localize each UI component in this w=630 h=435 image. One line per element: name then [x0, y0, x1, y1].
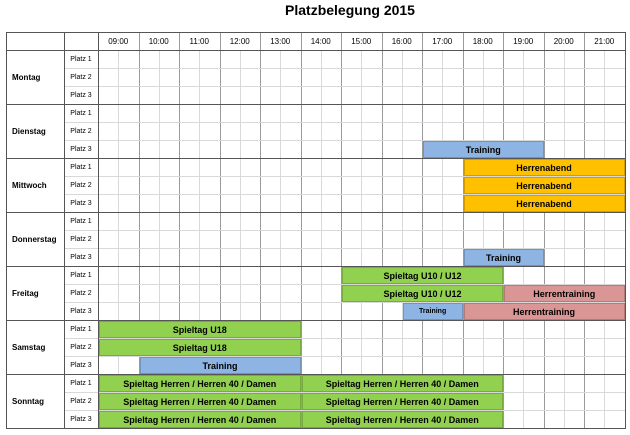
grid-line-horizontal — [64, 86, 625, 87]
grid-line-vertical — [361, 50, 362, 428]
page-title: Platzbelegung 2015 — [285, 2, 415, 18]
court-column-border — [98, 32, 99, 428]
time-header: 17:00 — [432, 36, 453, 46]
frame-right — [625, 32, 626, 429]
court-label: Platz 3 — [70, 361, 92, 369]
time-header: 18:00 — [472, 36, 493, 46]
court-label: Platz 2 — [70, 397, 92, 405]
time-header: 13:00 — [270, 36, 291, 46]
court-label: Platz 2 — [70, 181, 92, 189]
event-block[interactable]: Herrenabend — [464, 159, 625, 176]
time-header: 20:00 — [553, 36, 574, 46]
time-header: 19:00 — [513, 36, 534, 46]
time-header: 11:00 — [189, 36, 209, 46]
event-block[interactable]: Spieltag Herren / Herren 40 / Damen — [302, 411, 504, 428]
court-label: Platz 1 — [70, 325, 92, 333]
court-label: Platz 2 — [70, 235, 92, 243]
court-label: Platz 2 — [70, 127, 92, 135]
event-block[interactable]: Spieltag U10 / U12 — [342, 285, 503, 302]
event-block[interactable]: Training — [403, 303, 463, 320]
time-header: 15:00 — [351, 36, 372, 46]
day-separator — [6, 428, 625, 429]
court-label: Platz 1 — [70, 271, 92, 279]
court-label: Platz 3 — [70, 307, 92, 315]
time-header: 10:00 — [148, 36, 169, 46]
time-header: 16:00 — [391, 36, 412, 46]
event-block[interactable]: Spieltag U18 — [99, 321, 301, 338]
grid-line-horizontal — [64, 230, 625, 231]
court-label: Platz 3 — [70, 145, 92, 153]
event-block[interactable]: Training — [140, 357, 301, 374]
court-label: Platz 1 — [70, 379, 92, 387]
event-block[interactable]: Spieltag Herren / Herren 40 / Damen — [99, 375, 301, 392]
grid-line-horizontal — [64, 122, 625, 123]
court-label: Platz 2 — [70, 73, 92, 81]
event-block[interactable]: Spieltag U10 / U12 — [342, 267, 503, 284]
court-label: Platz 3 — [70, 199, 92, 207]
court-label: Platz 3 — [70, 91, 92, 99]
day-label: Freitag — [12, 288, 39, 298]
court-label: Platz 2 — [70, 343, 92, 351]
court-label: Platz 1 — [70, 55, 92, 63]
event-block[interactable]: Spieltag Herren / Herren 40 / Damen — [302, 375, 504, 392]
grid-line-vertical — [321, 50, 322, 428]
event-block[interactable]: Spieltag Herren / Herren 40 / Damen — [302, 393, 504, 410]
court-label: Platz 1 — [70, 217, 92, 225]
court-label: Platz 3 — [70, 253, 92, 261]
court-label: Platz 1 — [70, 163, 92, 171]
event-block[interactable]: Herrenabend — [464, 195, 625, 212]
frame-left — [6, 32, 7, 428]
time-header: 09:00 — [108, 36, 129, 46]
day-label: Samstag — [12, 342, 46, 352]
court-label: Platz 3 — [70, 415, 92, 423]
grid-line-vertical — [523, 50, 524, 428]
day-label: Sonntag — [12, 396, 44, 406]
day-label: Mittwoch — [12, 180, 47, 190]
time-header: 14:00 — [310, 36, 331, 46]
day-column-border — [64, 32, 65, 428]
court-label: Platz 1 — [70, 109, 92, 117]
grid-line-vertical — [604, 50, 605, 428]
grid-line-horizontal — [64, 68, 625, 69]
event-block[interactable]: Spieltag Herren / Herren 40 / Damen — [99, 411, 301, 428]
time-header: 12:00 — [229, 36, 250, 46]
event-block[interactable]: Training — [464, 249, 544, 266]
event-block[interactable]: Herrentraining — [504, 285, 625, 302]
day-label: Dienstag — [12, 126, 46, 136]
event-block[interactable]: Training — [423, 141, 544, 158]
day-label: Donnerstag — [12, 234, 57, 244]
grid-line-vertical — [118, 50, 119, 428]
time-header: 21:00 — [594, 36, 615, 46]
grid-line-vertical — [564, 50, 565, 428]
day-label: Montag — [12, 72, 41, 82]
court-label: Platz 2 — [70, 289, 92, 297]
event-block[interactable]: Herrentraining — [464, 303, 625, 320]
event-block[interactable]: Herrenabend — [464, 177, 625, 194]
grid-line-vertical — [483, 50, 484, 428]
grid-line-vertical — [402, 50, 403, 428]
grid-line-vertical — [442, 50, 443, 428]
event-block[interactable]: Spieltag Herren / Herren 40 / Damen — [99, 393, 301, 410]
event-block[interactable]: Spieltag U18 — [99, 339, 301, 356]
